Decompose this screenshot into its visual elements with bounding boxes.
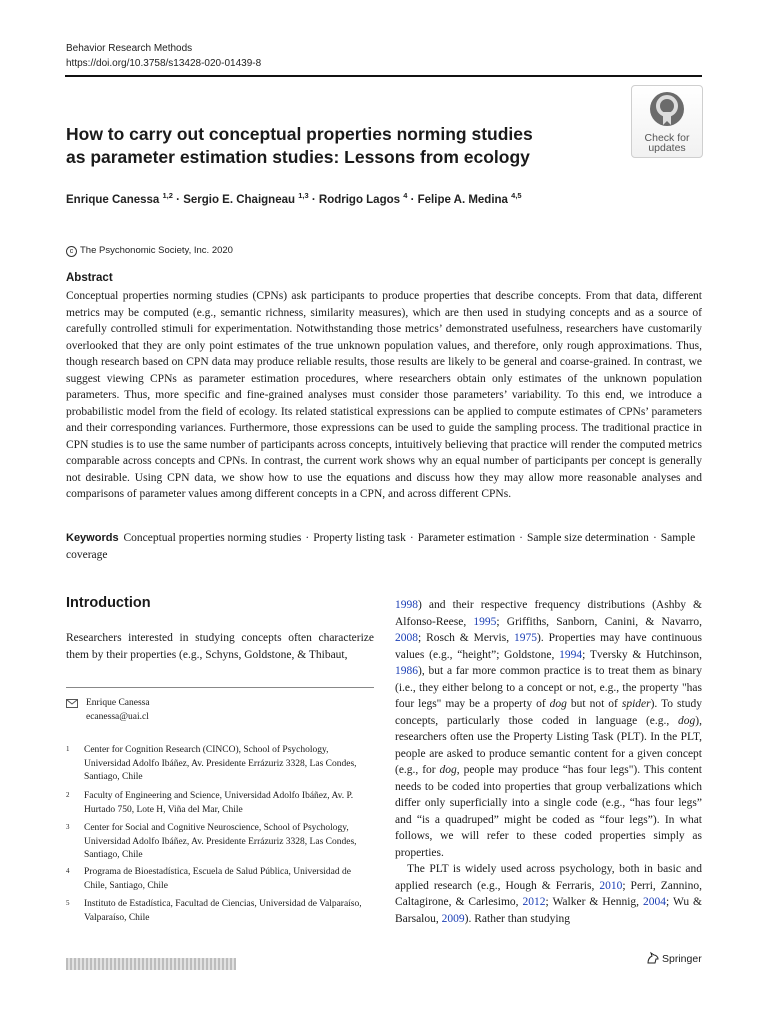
- publisher-name: Springer: [662, 953, 702, 965]
- keyword: Sample coverage: [66, 532, 696, 561]
- citation-link[interactable]: 2012: [522, 896, 546, 908]
- copyright-line: [66, 245, 233, 257]
- keyword-separator: ·: [409, 532, 414, 544]
- affiliation-footnote-2: 2 Faculty of Engineering and Science, Universidad Adolfo Ibáñez, Av. P. Hurtado 750, Lote H, Viña del Mar, Chile: [66, 791, 354, 815]
- keywords: [66, 530, 702, 563]
- citation-link[interactable]: 2004: [642, 896, 666, 908]
- text-run: The PLT is widely used across psychology, both in basic and applied research (e.g., Hough & Ferraris,: [395, 863, 702, 892]
- author-affiliation: 4,5: [511, 191, 522, 200]
- abstract-heading: Abstract: [66, 272, 113, 284]
- text-run: ), but a far more common practice is to treat them as binary (i.e., they either belong to a concept or not, e.g., the property "has four legs" may be a property of: [395, 665, 702, 710]
- italic-term: spider: [621, 698, 651, 710]
- citation-link[interactable]: 2008: [395, 632, 418, 644]
- crossmark-icon: [649, 91, 685, 127]
- italic-term: dog: [549, 698, 567, 710]
- author-affiliation: 1,2: [162, 191, 173, 200]
- title-line-1: How to carry out conceptual properties norming studies: [66, 124, 533, 144]
- title-line-2: as parameter estimation studies: Lessons from ecology: [66, 147, 530, 167]
- badge-line1: Check for: [644, 132, 690, 144]
- keyword-separator: ·: [652, 532, 657, 544]
- text-run: ), researchers often use the Property Listing Task (PLT). In the PLT, people are asked to produce semantic content for a given concept (e.g., for: [395, 714, 702, 776]
- affiliation-footnote-5: 5 Instituto de Estadística, Facultad de Ciencias, Universidad de Valparaíso, Valparaíso, Chile: [66, 899, 362, 923]
- right-paragraph-1: [395, 597, 702, 861]
- italic-term: dog: [439, 764, 457, 776]
- text-run: ; Wu & Barsalou,: [395, 896, 702, 925]
- author-separator: ·: [172, 193, 184, 206]
- citation-link[interactable]: 2010: [599, 879, 623, 892]
- footnote-rule: [66, 687, 374, 688]
- affiliation-footnote-4: 4 Programa de Bioestadística, Escuela de Salud Pública, Universidad de Chile, Santiago, Chile: [66, 867, 351, 891]
- text-run: ; Perri, Zannino, Caltagirone, & Carlesimo,: [395, 879, 702, 908]
- paper-title: [66, 123, 606, 169]
- keywords-label: Keywords: [66, 532, 119, 544]
- introduction-heading: Introduction: [66, 595, 151, 611]
- text-run: ; Walker & Hennig,: [545, 896, 643, 908]
- author-separator: ·: [407, 193, 418, 206]
- envelope-icon: [66, 699, 78, 708]
- doi-link[interactable]: https://doi.org/10.3758/s13428-020-01439-8: [66, 58, 262, 69]
- citation-link[interactable]: 1994: [559, 648, 583, 661]
- copyright-text: The Psychonomic Society, Inc. 2020: [80, 245, 233, 256]
- springer-logo: [646, 951, 702, 965]
- affiliation-footnote-3: 3 Center for Social and Cognitive Neuroscience, School of Psychology, Universidad Adolfo Ibáñez, Av. Presidente Errázuriz 3328, Las Condes, Santiago, Chile: [66, 823, 357, 860]
- journal-header: [66, 41, 261, 71]
- author-separator: ·: [308, 193, 319, 206]
- keyword-separator: ·: [305, 532, 310, 544]
- author-list: [66, 191, 522, 206]
- citation-link[interactable]: 1986: [395, 665, 418, 677]
- text-run: , people may produce “has four legs"). This content needs to be coded into properties that group verbalizations which differ only superficially into a single code (e.g., “has four legs” and “is a quadruped” might be coded as “four legs”). In what follows, we will refer to these coded properties simply as properties.: [395, 764, 702, 859]
- keyword-separator: ·: [519, 532, 523, 544]
- right-paragraph-2: [395, 861, 702, 927]
- text-run: ; Griffiths, Sanborn, Canini, & Navarro,: [496, 615, 702, 628]
- keyword: Parameter estimation: [417, 532, 516, 544]
- introduction-left-text: Researchers interested in studying concepts often characterize them by their properties (e.g., Schyns, Goldstone, & Thibaut,: [66, 632, 374, 661]
- citation-link[interactable]: 2009: [441, 912, 465, 925]
- text-run: but not of: [566, 698, 622, 710]
- right-column: [395, 597, 702, 927]
- keyword: Property listing task: [313, 532, 406, 544]
- text-run: ). To study concepts, particularly those coded in language (e.g.,: [395, 698, 702, 727]
- author-name[interactable]: Sergio E. Chaigneau $^{1,3}$: [183, 191, 309, 206]
- check-for-updates-badge[interactable]: [631, 85, 703, 158]
- keyword: Sample size determination: [526, 532, 649, 544]
- author-name[interactable]: Rodrigo Lagos $^4$: [318, 191, 408, 206]
- download-stamp-strip: [66, 958, 236, 970]
- affiliation-footnote-1: 1 Center for Cognition Research (CINCO), School of Psychology, Universidad Adolfo Ibáñez, Av. Presidente Errázuriz 3328, Las Condes, Santiago, Chile: [66, 745, 357, 782]
- keyword: Conceptual properties norming studies: [123, 532, 302, 544]
- text-run: ). Properties may have continuous values (e.g., “height”; Goldstone,: [395, 632, 702, 661]
- correspondence-name: Enrique Canessa: [86, 698, 150, 708]
- citation-link[interactable]: 1995: [473, 615, 497, 628]
- text-run: ; Tversky & Hutchinson,: [582, 648, 702, 661]
- text-run: ). Rather than studying: [464, 912, 571, 925]
- springer-horse-icon: [646, 951, 660, 965]
- header-rule: [65, 75, 702, 77]
- italic-term: dog: [678, 714, 696, 727]
- correspondence: [66, 697, 150, 724]
- copyright-icon: c: [66, 246, 77, 257]
- author-affiliation: 1,3: [298, 191, 309, 200]
- correspondence-email[interactable]: ecanessa@uai.cl: [86, 711, 149, 722]
- author-affiliation: 4: [403, 191, 408, 200]
- author-name[interactable]: Felipe A. Medina $^{4,5}$: [417, 191, 522, 206]
- text-run: ; Rosch & Mervis,: [418, 632, 515, 644]
- author-name[interactable]: Enrique Canessa $^{1,2}$: [66, 191, 173, 206]
- citation-link[interactable]: 1998: [395, 599, 418, 611]
- badge-line2: updates: [648, 142, 686, 154]
- citation-link[interactable]: 1975: [514, 632, 538, 644]
- journal-name: Behavior Research Methods: [66, 43, 193, 54]
- abstract-text: Conceptual properties norming studies (CPNs) ask participants to produce properties that describe concepts. From that data, different metrics may be computed (e.g., semantic richness, similarity measures), which are then used in studying concepts and as a source of carefully controlled stimuli for experimentation. Notwithstanding those metrics’ demonstrated usefulness, researchers have customarily overlooked that they are only point estimates of the true unknown population values, and therefore, only rough approximations. Thus, though research based on CPN data may produce reliable results, those results are likely to be general and coarse-grained. In contrast, we suggest viewing CPNs as parameter estimation procedures, where researchers obtain only estimates of the unknown population parameters. Thus, more specific and fine-grained analyses must consider those parameters’ variability. To this end, we introduce a probabilistic model from the field of ecology. Its related statistical expressions can be applied to compute estimates of CPNs’ parameters and their corresponding variances. Furthermore, those expressions can be used to guide the sampling process. The traditional practice in CPN studies is to use the same number of participants across concepts, intuitively believing that practice will render the computed metrics comparable across concepts and CPNs. In contrast, the current work shows why an equal number of participants per concept is generally not desirable. Using CPN data, we show how to use the equations and discuss how they may allow more reasonable analyses and comparisons of parameter values among different concepts in a CPN, and across different CPNs.: [66, 290, 702, 500]
- text-run: ) and their respective frequency distributions (Ashby & Alfonso-Reese,: [395, 599, 702, 628]
